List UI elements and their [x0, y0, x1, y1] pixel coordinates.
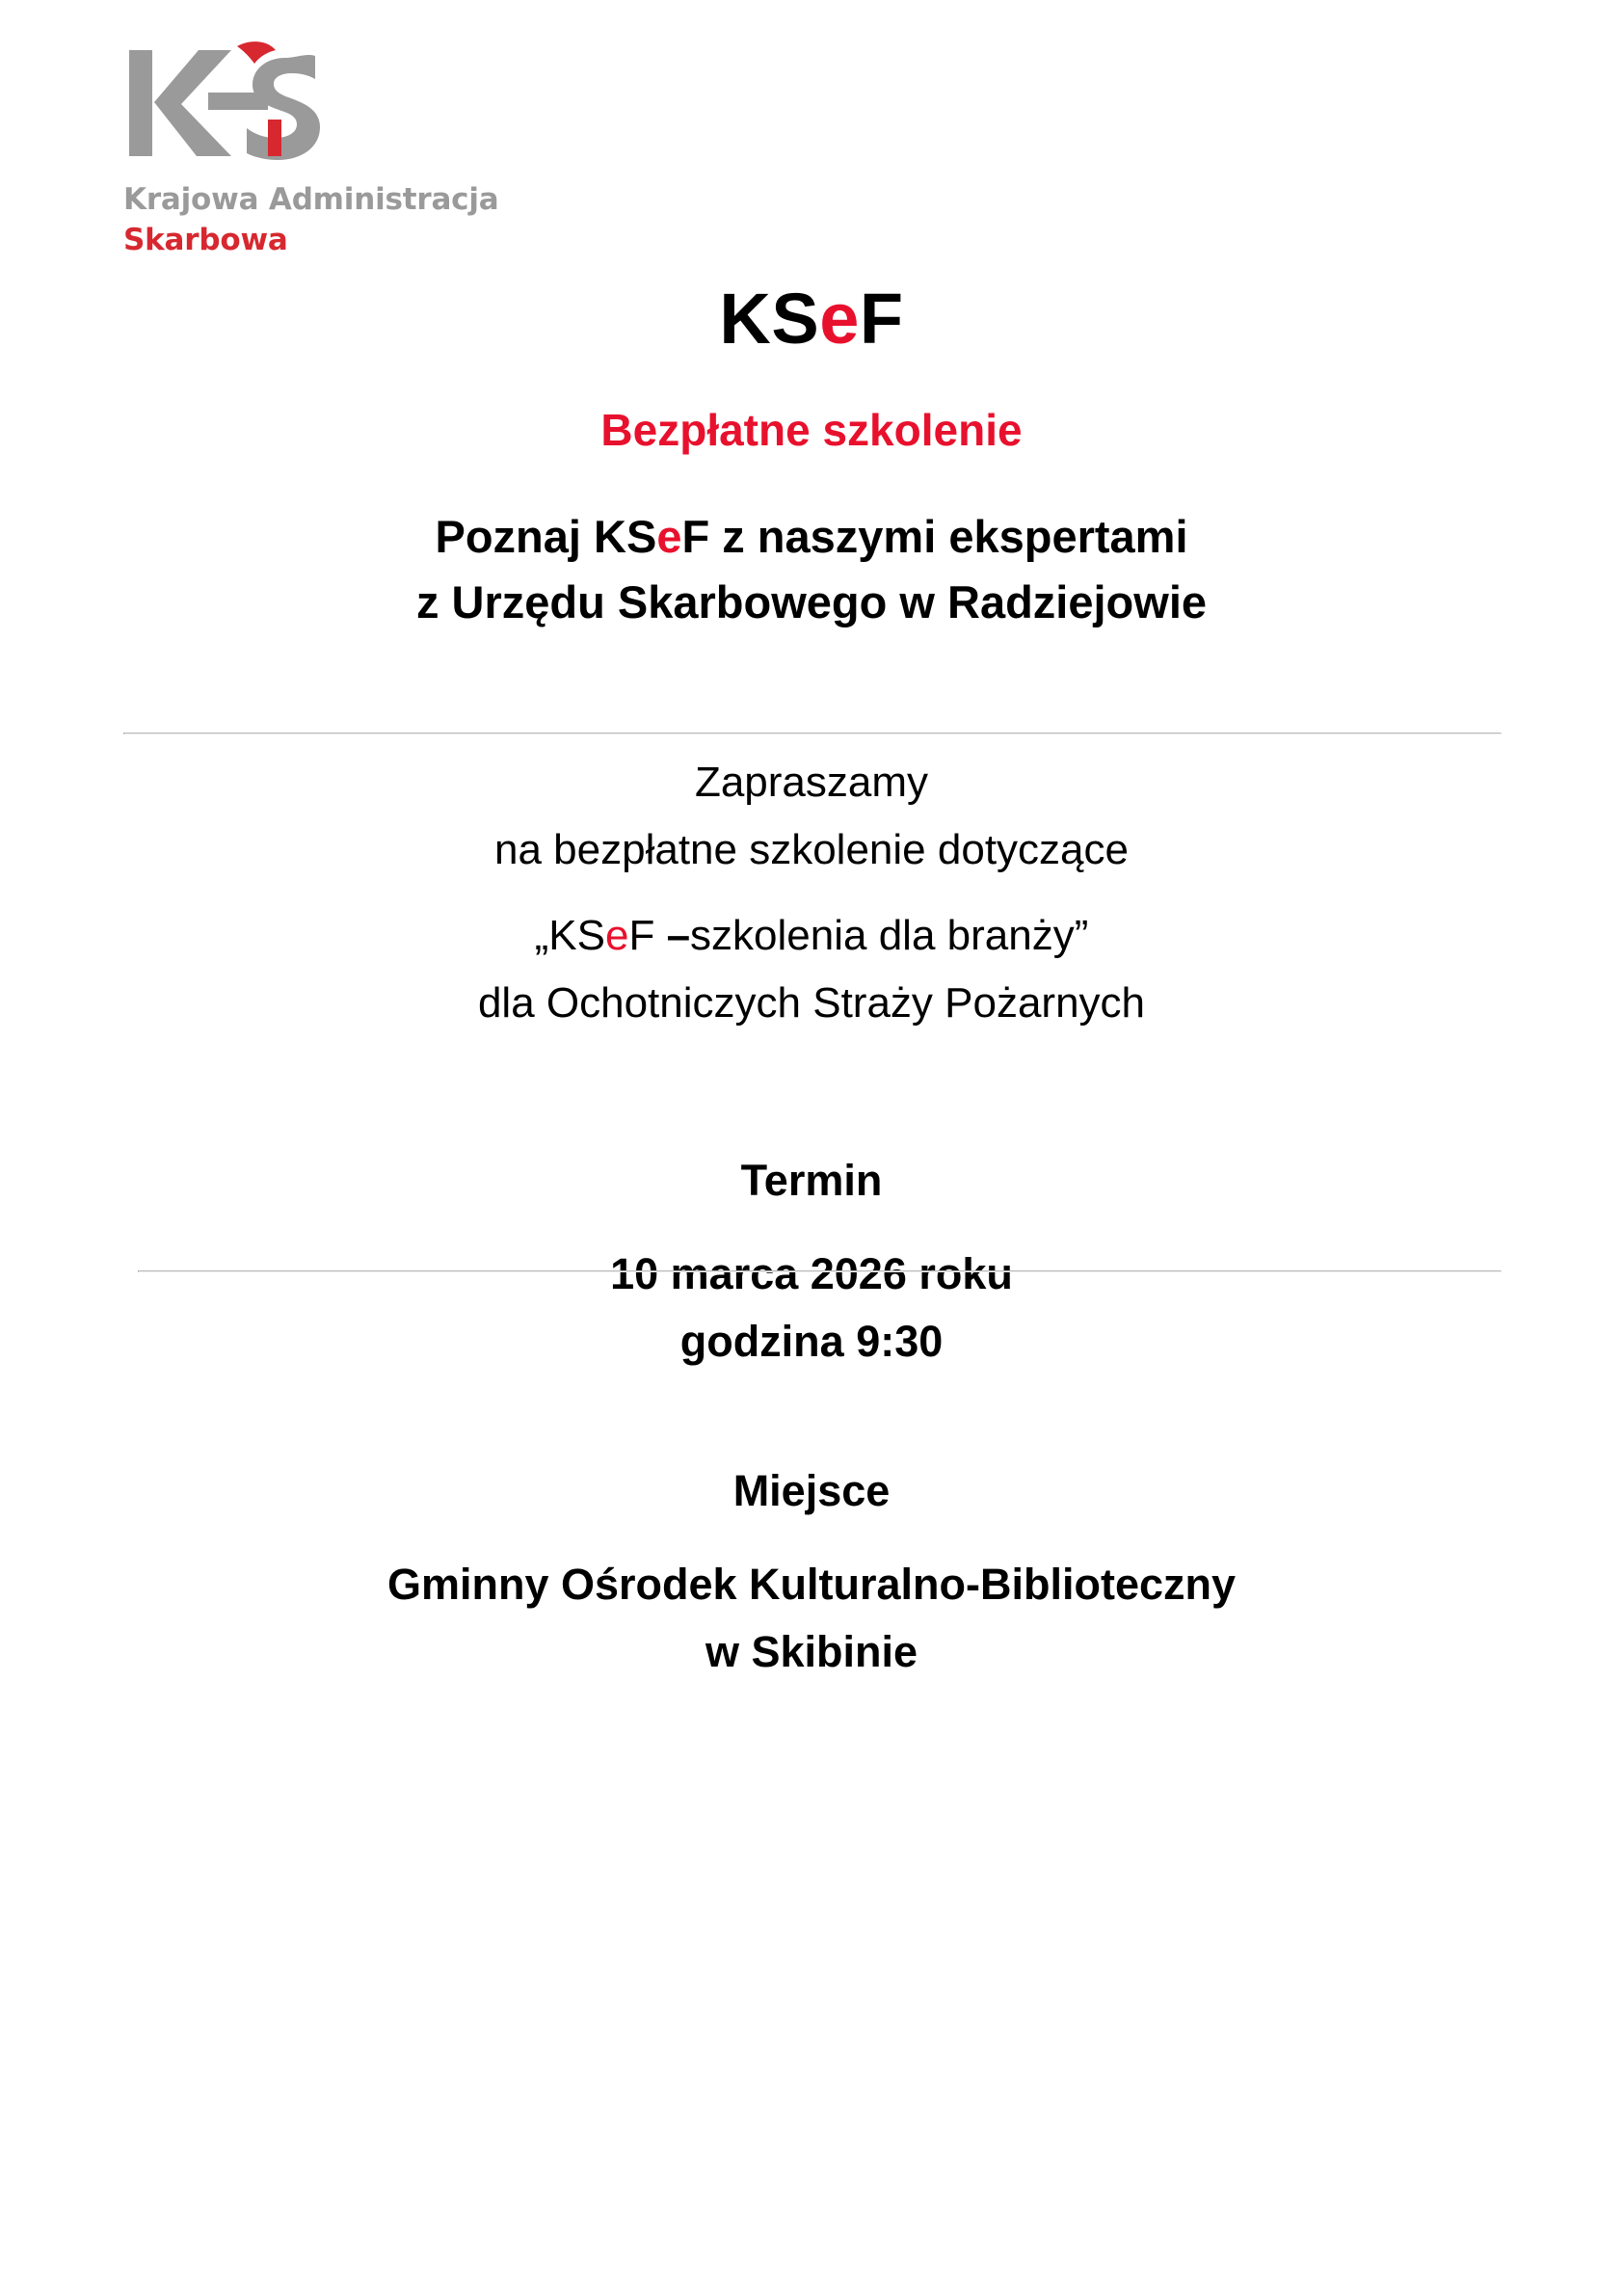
page-title — [0, 280, 1623, 358]
place-details — [0, 1551, 1623, 1686]
section-spacer — [0, 1375, 1623, 1463]
place-section — [0, 1463, 1623, 1685]
invitation-spacer — [0, 885, 1623, 902]
invitation-line1: Zapraszamy — [694, 758, 929, 806]
quote-rest: szkolenia dla branży” — [690, 911, 1089, 959]
title-prefix: KS — [719, 279, 820, 359]
lead-line1-a: Poznaj KS — [435, 510, 657, 562]
quote-open: „KS — [534, 911, 605, 959]
term-heading: Termin — [740, 1156, 883, 1206]
term-date: 10 marca 2026 roku — [610, 1248, 1013, 1298]
title-accent: e — [819, 279, 860, 359]
invitation-line2: na bezpłatne szkolenie dotyczące — [494, 826, 1129, 874]
lead-line1-accent: e — [656, 510, 682, 562]
divider-top — [123, 733, 1502, 734]
term-time: godzina 9:30 — [679, 1316, 944, 1366]
lead-line2: z Urzędu Skarbowego w Radziejowie — [415, 575, 1208, 627]
lead-line1-b: F z naszymi ekspertami — [681, 510, 1188, 562]
term-section — [0, 1153, 1623, 1375]
quote-dash: – — [666, 911, 691, 959]
place-line2: w Skibinie — [705, 1626, 918, 1676]
place-line1: Gminny Ośrodek Kulturalno-Biblioteczny — [386, 1559, 1237, 1609]
term-details — [0, 1241, 1623, 1375]
place-heading: Miejsce — [732, 1466, 891, 1516]
invitation-block — [0, 749, 1623, 1038]
title-suffix: F — [859, 279, 904, 359]
invitation-quote — [0, 902, 1623, 970]
logo-text-line2: Skarbowa — [123, 222, 288, 257]
logo-text-line1: Krajowa Administracja — [123, 182, 499, 217]
quote-accent: e — [604, 911, 629, 959]
quote-mid: F — [628, 911, 667, 959]
invitation-line4: dla Ochotniczych Straży Pożarnych — [477, 979, 1146, 1028]
subtitle: Bezpłatne szkolenie — [600, 405, 1023, 456]
lead-text — [0, 504, 1623, 635]
divider-bottom — [138, 1270, 1502, 1272]
